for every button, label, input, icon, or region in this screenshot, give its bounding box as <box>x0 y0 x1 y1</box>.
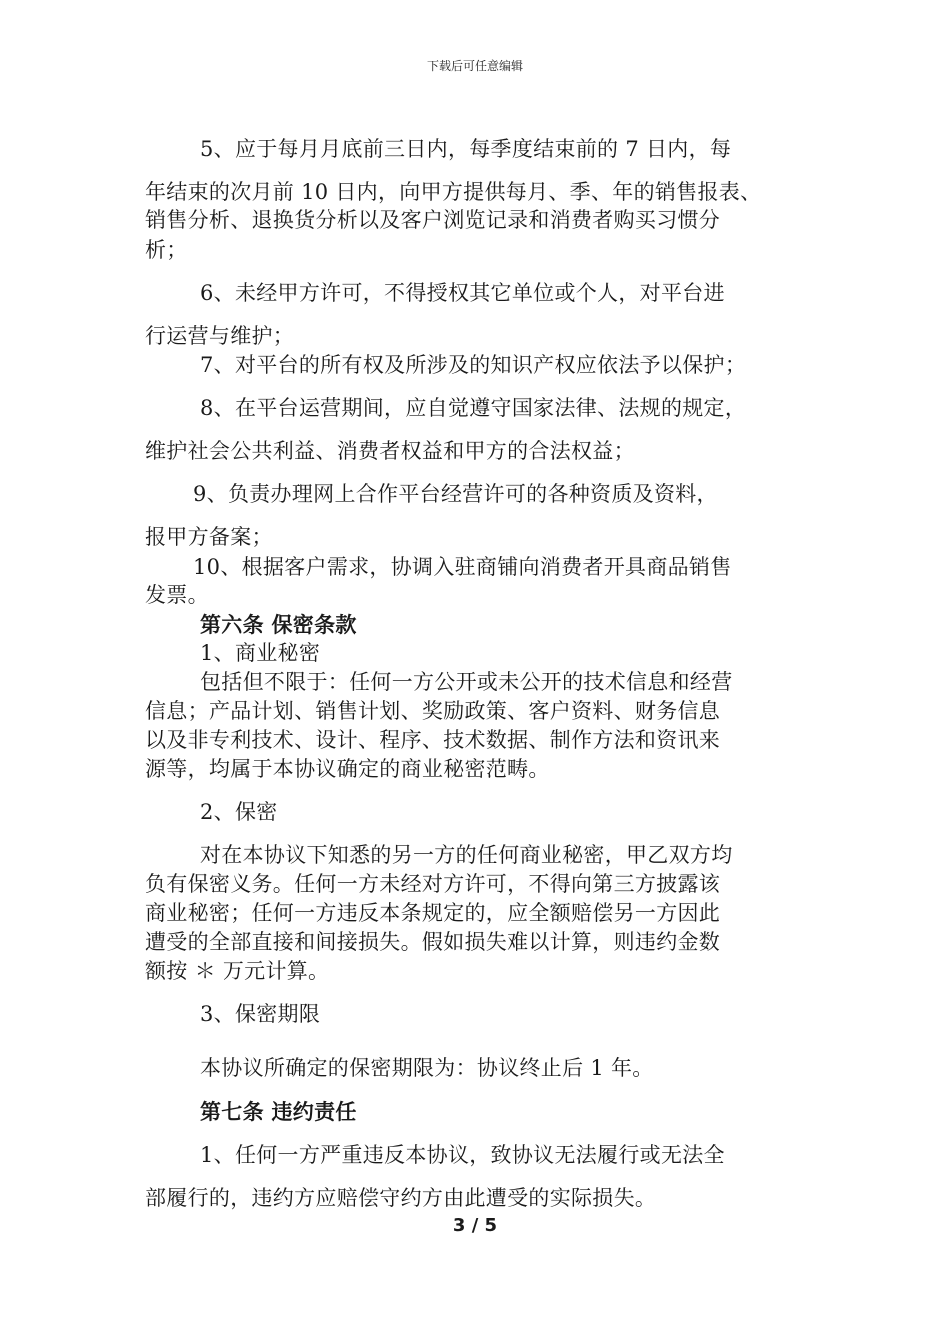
paragraph-line: 5、应于每月月底前三日内，每季度结束前的 7 日内，每 <box>200 137 732 161</box>
paragraph-line: 发票。 <box>145 583 209 607</box>
paragraph-line: 商业秘密；任何一方违反本条规定的，应全额赔偿另一方因此 <box>145 901 721 925</box>
paragraph-line: 7、对平台的所有权及所涉及的知识产权应依法予以保护； <box>200 353 747 377</box>
paragraph-line: 8、在平台运营期间，应自觉遵守国家法律、法规的规定， <box>200 396 747 420</box>
paragraph-line: 年结束的次月前 10 日内，向甲方提供每月、季、年的销售报表、 <box>145 180 762 204</box>
subsection-heading: 3、保密期限 <box>200 1002 321 1026</box>
paragraph-line: 对在本协议下知悉的另一方的任何商业秘密，甲乙双方均 <box>200 843 733 867</box>
page-header: 下载后可任意编辑 <box>426 59 523 73</box>
section-heading: 第七条 违约责任 <box>200 1099 357 1124</box>
paragraph-line: 维护社会公共利益、消费者权益和甲方的合法权益； <box>145 439 635 463</box>
paragraph-line: 遭受的全部直接和间接损失。假如损失难以计算，则违约金数 <box>145 930 721 954</box>
paragraph-line: 负有保密义务。任何一方未经对方许可，不得向第三方披露该 <box>145 872 721 896</box>
paragraph-line: 信息；产品计划、销售计划、奖励政策、客户资料、财务信息 <box>145 699 721 723</box>
paragraph-line: 行运营与维护； <box>145 324 295 348</box>
subsection-heading: 2、保密 <box>200 800 278 824</box>
paragraph-line: 9、负责办理网上合作平台经营许可的各种资质及资料， <box>193 482 718 506</box>
paragraph-line: 以及非专利技术、设计、程序、技术数据、制作方法和资讯来 <box>145 728 721 752</box>
paragraph-line: 6、未经甲方许可，不得授权其它单位或个人，对平台进 <box>200 281 725 305</box>
paragraph-line: 报甲方备案； <box>145 525 273 549</box>
paragraph-line: 析； <box>145 238 188 262</box>
subsection-heading: 1、商业秘密 <box>200 641 321 665</box>
paragraph-line: 源等，均属于本协议确定的商业秘密范畴。 <box>145 757 550 781</box>
paragraph-line: 1、任何一方严重违反本协议，致协议无法履行或无法全 <box>200 1143 725 1167</box>
paragraph-line: 额按 ＊ 万元计算。 <box>145 959 330 983</box>
paragraph-line: 销售分析、退换货分析以及客户浏览记录和消费者购买习惯分 <box>145 208 721 232</box>
paragraph-line: 包括但不限于：任何一方公开或未公开的技术信息和经营 <box>200 670 733 694</box>
section-heading: 第六条 保密条款 <box>200 612 357 637</box>
paragraph-line: 10、根据客户需求，协调入驻商铺向消费者开具商品销售 <box>193 555 732 579</box>
page-number: 3 / 5 <box>452 1215 498 1236</box>
paragraph-line: 本协议所确定的保密期限为：协议终止后 1 年。 <box>200 1056 654 1080</box>
paragraph-line: 部履行的，违约方应赔偿守约方由此遭受的实际损失。 <box>145 1186 657 1210</box>
